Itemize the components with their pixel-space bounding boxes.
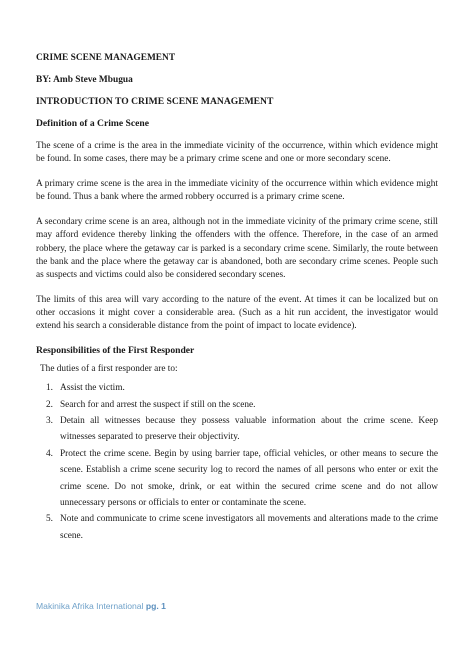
section-heading: INTRODUCTION TO CRIME SCENE MANAGEMENT: [36, 96, 274, 107]
paragraph-scene-limits: The limits of this area will vary according to the nature of the event. At times it can be localized but on other occasions it might cover a considerable area. (Such as a hit run accident, the investigator would extend his search a considerable distance from the point of impact to locate evidence).: [36, 294, 438, 332]
list-item: [36, 446, 438, 512]
footer-organization: Makinika Afrika International: [36, 601, 144, 611]
duties-list: [36, 380, 438, 544]
list-item-number: 1.: [46, 383, 53, 394]
document-body: [36, 52, 438, 544]
list-item-text: Protect the crime scene. Begin by using barrier tape, official vehicles, or other means to secure the scene. Establish a crime scene security log to record the names of all persons who enter or exit the crime scene. Do not smoke, drink, or eat within the secured crime scene and do not allow unnecessary persons or officials to enter or contaminate the scene.: [60, 448, 438, 508]
paragraph-scene-definition: The scene of a crime is the area in the immediate vicinity of the occurrence, within which evidence might be found. In some cases, there may be a primary crime scene and one or more secondary scene.: [36, 141, 438, 165]
list-item-number: 5.: [46, 514, 53, 525]
list-item-number: 2.: [46, 399, 53, 410]
list-item-text: Search for and arrest the suspect if still on the scene.: [60, 399, 256, 410]
page-footer: [36, 601, 166, 611]
list-item-text: Detain all witnesses because they possess valuable information about the crime scene. Keep witnesses separated to preserve their objectivity.: [60, 415, 438, 443]
list-item: [36, 380, 438, 396]
paragraph-secondary-scene: A secondary crime scene is an area, although not in the immediate vicinity of the primary crime scene, still may afford evidence thereby linking the offenders with the offence. Therefore, in the case of an armed robbery, the place where the getaway car is parked is a secondary crime scene. Similarly, the route between the bank and the place where the getaway car is abandoned, both are secondary crime scenes. People such as suspects and victims could also be considered secondary scenes.: [36, 217, 438, 280]
paragraph-primary-scene: A primary crime scene is the area in the immediate vicinity of the occurrence within which evidence might be found. Thus a bank where the armed robbery occurred is a primary crime scene.: [36, 179, 438, 203]
list-item-number: 3.: [46, 415, 53, 426]
document-title: CRIME SCENE MANAGEMENT: [36, 53, 176, 63]
page-number: pg. 1: [145, 601, 166, 611]
responsibilities-heading: Responsibilities of the First Responder: [36, 345, 195, 357]
list-item: [36, 397, 438, 413]
list-item: [36, 413, 438, 446]
list-item: [36, 511, 438, 544]
definition-heading: Definition of a Crime Scene: [36, 118, 149, 129]
list-item-number: 4.: [46, 448, 53, 459]
list-item-text: Note and communicate to crime scene investigators all movements and alterations made to the crime scene.: [60, 514, 438, 541]
author-line: BY: Amb Steve Mbugua: [36, 75, 133, 85]
duties-intro: The duties of a first responder are to:: [40, 364, 178, 375]
list-item-text: Assist the victim.: [60, 383, 125, 394]
